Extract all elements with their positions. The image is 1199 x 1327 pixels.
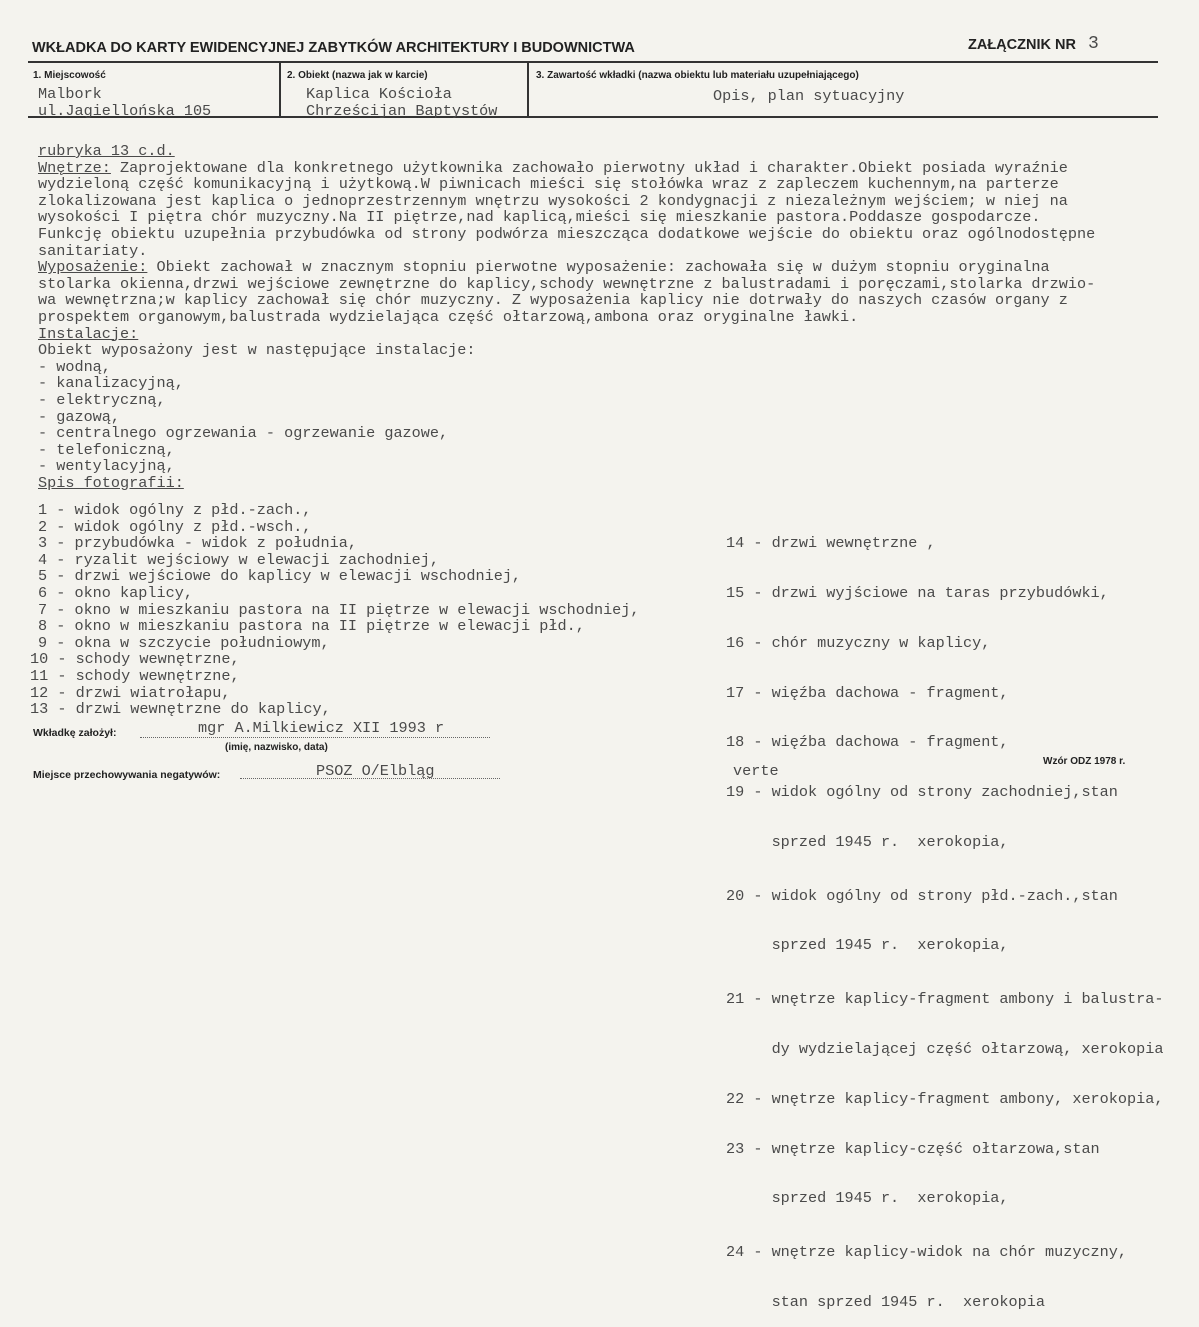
interior-line: Funkcję obiektu uzupełnia przybudówka od strony podwórza mieszcząca dodatkowe wejście do obiektu oraz ogólnodostępne (38, 224, 1096, 243)
prepared-value: mgr A.Milkiewicz XII 1993 r (198, 719, 445, 737)
object-label: 2. Obiekt (nazwa jak w karcie) (287, 70, 428, 81)
photo-item: 1 - widok ogólny z płd.-zach., (38, 501, 312, 519)
installations-heading: Instalacje: (38, 324, 139, 343)
interior-line: wydzieloną część komunikacyjną i użytkową.W piwnicach mieści się stołówka wraz z zapleczem kuchennym,na parterze (38, 175, 1059, 194)
installations-line: - elektryczną, (38, 390, 166, 409)
annex-label: ZAŁĄCZNIK NR (968, 37, 1076, 53)
photo-item: 14 - drzwi wewnętrzne , (726, 534, 936, 553)
photo-item: stan sprzed 1945 r. xerokopia (726, 1292, 1045, 1311)
photo-item: 6 - okno kaplicy, (38, 583, 193, 602)
photo-item: 10 - schody wewnętrzne, (30, 650, 240, 669)
content-label: 3. Zawartość wkładki (nazwa obiektu lub materiału uzupełniającego) (536, 70, 859, 81)
installations-line: - telefoniczną, (38, 440, 175, 459)
equipment-heading: Wyposażenie: (38, 258, 148, 277)
interior-line: zlokalizowana jest kaplica o jednoprzestrzennym wnętrzu wysokości 2 kondygnacji z niezależnym wejściem; w niej na (38, 191, 1068, 210)
interior-line: sanitariaty. (38, 241, 148, 260)
prepared-label: Wkładkę założył: (33, 727, 117, 739)
interior-text: Zaprojektowane dla konkretnego użytkownika zachowało pierwotny układ i charakter.Obiekt posiada wyraźnie (110, 158, 1068, 177)
installations-line: - wodną, (38, 357, 111, 376)
interior-line: wysokości I piętra chór muzyczny.Na II piętrze,nad kaplicą,mieści się mieszkanie pastora.Poddasze gospodarcze. (38, 208, 1041, 227)
photo-item: 24 - wnętrze kaplicy-widok na chór muzyczny, (726, 1243, 1128, 1262)
interior-heading: Wnętrze: (38, 158, 111, 177)
photos-list-left (30, 501, 640, 719)
locality-line-1: Malbork (38, 85, 102, 103)
description-body (38, 143, 1193, 491)
photos-list-right (726, 502, 1163, 1327)
object-line-1: Kaplica Kościoła (306, 85, 452, 103)
photos-heading: Spis fotografii: (38, 473, 184, 492)
photo-item: 9 - okna w szczycie południowym, (38, 633, 330, 652)
photo-item: sprzed 1945 r. xerokopia, (726, 832, 1009, 851)
photo-item: 4 - ryzalit wejściowy w elewacji zachodniej, (38, 550, 440, 569)
photo-item: 18 - więźba dachowa - fragment, (726, 733, 1009, 752)
equipment-line (38, 259, 1193, 276)
annex-number: 3 (1088, 34, 1099, 54)
photo-item: 7 - okno w mieszkaniu pastora na II piętrze w elewacji wschodniej, (38, 600, 640, 619)
photo-item: 11 - schody wewnętrzne, (30, 666, 240, 685)
photo-item: 13 - drzwi wewnętrzne do kaplicy, (30, 700, 331, 719)
storage-value: PSOZ O/Elbląg (316, 762, 435, 780)
verte-note: verte (733, 762, 779, 780)
locality-label: 1. Miejscowość (33, 70, 106, 81)
equipment-line: prospektem organowym,balustrada wydzielająca część ołtarzową,ambona oraz oryginalne ławki. (38, 307, 859, 326)
photo-item: sprzed 1945 r. xerokopia, (726, 1189, 1009, 1208)
photo-item: 8 - okno w mieszkaniu pastora na II piętrze w elewacji płd., (38, 617, 585, 636)
photo-item: 23 - wnętrze kaplicy-część ołtarzowa,stan (726, 1139, 1100, 1158)
header-rule-top (28, 61, 1158, 63)
photo-item: 5 - drzwi wejściowe do kaplicy w elewacji wschodniej, (38, 567, 522, 586)
field-divider-2 (527, 62, 529, 118)
form-title: WKŁADKA DO KARTY EWIDENCYJNEJ ZABYTKÓW ARCHITEKTURY I BUDOWNICTWA (32, 40, 635, 56)
field-divider-1 (279, 62, 281, 118)
rubric-heading: rubryka 13 c.d. (38, 142, 175, 160)
equipment-text: Obiekt zachował w znacznym stopniu pierwotne wyposażenie: zachowała się w dużym stopniu oryginalna (147, 258, 1050, 277)
photo-item: sprzed 1945 r. xerokopia, (726, 936, 1009, 955)
photo-item: dy wydzielającej część ołtarzową, xerokopia (726, 1040, 1164, 1058)
photo-item: 20 - widok ogólny od strony płd.-zach.,stan (726, 886, 1118, 905)
storage-label: Miejsce przechowywania negatywów: (33, 769, 221, 781)
installations-line: - centralnego ogrzewania - ogrzewanie gazowe, (38, 424, 449, 443)
photo-item: 17 - więźba dachowa - fragment, (726, 683, 1009, 702)
content-value: Opis, plan sytuacyjny (713, 87, 905, 105)
object-line-2: Chrześcijan Baptystów (306, 102, 498, 120)
photo-item: 22 - wnętrze kaplicy-fragment ambony, xerokopia, (726, 1089, 1164, 1108)
photo-item: 16 - chór muzyczny w kaplicy, (726, 633, 991, 652)
photo-item: 2 - widok ogólny z płd.-wsch., (38, 517, 312, 536)
photo-item: 12 - drzwi wiatrołapu, (30, 683, 231, 702)
installations-line: - kanalizacyjną, (38, 374, 184, 393)
prepared-dotted-line (140, 737, 490, 738)
form-pattern: Wzór ODZ 1978 r. (1043, 756, 1126, 767)
photo-item: 15 - drzwi wyjściowe na taras przybudówki, (726, 583, 1109, 602)
installations-line: Obiekt wyposażony jest w następujące instalacje: (38, 341, 476, 360)
equipment-line: stolarka okienna,drzwi wejściowe zewnętrzne do kaplicy,schody wewnętrzne z balustradami i poręczami,stolarka drzwio- (38, 274, 1096, 293)
photo-item: 21 - wnętrze kaplicy-fragment ambony i balustra- (726, 990, 1164, 1009)
equipment-line: wa wewnętrzna;w kaplicy zachował się chór muzyczny. Z wyposażenia kaplicy nie dotrwały do naszych czasów organy z (38, 291, 1068, 310)
interior-line (38, 160, 1193, 177)
installations-line: - gazową, (38, 407, 121, 426)
installations-line: - wentylacyjną, (38, 457, 175, 476)
locality-line-2: ul.Jagiellońska 105 (38, 102, 212, 120)
prepared-hint: (imię, nazwisko, data) (225, 742, 328, 753)
photo-item: 3 - przybudówka - widok z południa, (38, 534, 357, 553)
photo-item: 19 - widok ogólny od strony zachodniej,stan (726, 783, 1118, 802)
